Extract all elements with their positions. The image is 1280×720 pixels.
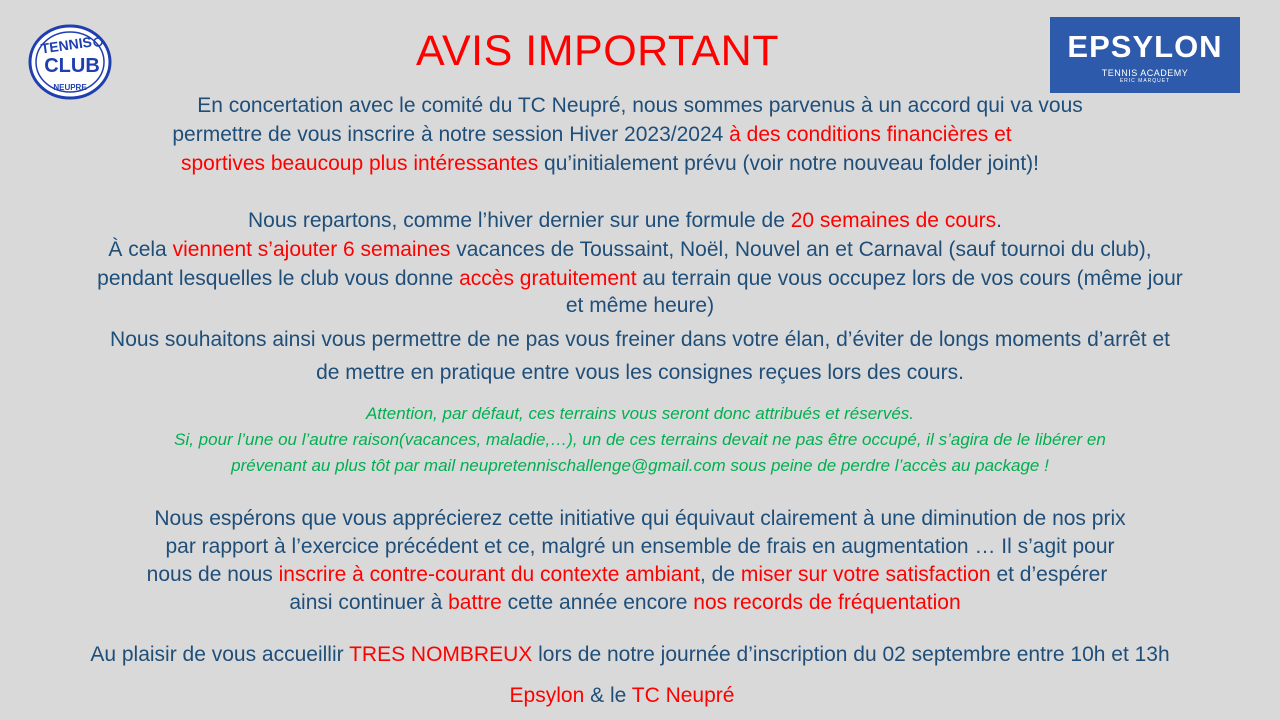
highlight-text: miser sur votre satisfaction (740, 563, 991, 586)
text: prévenant au plus tôt par mail neupretennischallenge@gmail.com sous peine de perdre l’accès au package ! (231, 456, 1049, 475)
paragraph4-line1 (0, 507, 1280, 531)
text: nous de nous (146, 563, 279, 586)
highlight-text: nos records de fréquentation (693, 591, 961, 614)
text: pendant lesquelles le club vous donne (97, 267, 460, 290)
text: et d’espérer (990, 563, 1108, 586)
highlight-text: battre (448, 591, 502, 614)
text: ainsi continuer à (289, 591, 449, 614)
highlight-text: accès gratuitement (459, 267, 637, 290)
highlight-text: TRES NOMBREUX (349, 643, 533, 666)
text: Attention, par défaut, ces terrains vous seront donc attribués et réservés. (365, 404, 915, 423)
text: Nous souhaitons ainsi vous permettre de ne pas vous freiner dans votre élan, d’éviter de longs moments d’arrêt et (110, 328, 1170, 351)
highlight-text: inscrire à contre-courant du contexte ambiant (278, 563, 700, 586)
text: À cela (108, 238, 173, 261)
highlight-text: 20 semaines de cours (790, 209, 997, 232)
text: vacances de Toussaint, Noël, Nouvel an et Carnaval (sauf tournoi du club), (450, 238, 1152, 261)
paragraph4-line2 (0, 535, 1280, 559)
text: de mettre en pratique entre vous les consignes reçues lors des cours. (316, 361, 964, 384)
svg-text:TENNIS: TENNIS (39, 33, 93, 57)
text: par rapport à l’exercice précédent et ce, malgré un ensemble de frais en augmentation … Il s’agit pour (165, 535, 1115, 558)
text: En concertation avec le comité du TC Neupré, nous sommes parvenus à un accord qui va vous (197, 94, 1083, 117)
highlight-text: viennent s’ajouter 6 semaines (172, 238, 451, 261)
paragraph1-line1 (0, 94, 1280, 118)
text: Nous repartons, comme l’hiver dernier sur une formule de (247, 209, 791, 232)
text: . (996, 209, 1003, 232)
text: lors de notre journée d’inscription du 02 septembre entre 10h et 13h (532, 643, 1170, 666)
text: cette année encore (501, 591, 694, 614)
page-title: AVIS IMPORTANT (416, 27, 779, 75)
paragraph2-line1 (0, 209, 1265, 233)
epsylon-tagline: TENNIS ACADEMY (1101, 68, 1189, 78)
signature-line (0, 684, 1262, 708)
epsylon-sub: ERIC MARQUET (1119, 78, 1171, 84)
text: au terrain que vous occupez lors de vos cours (même jour (636, 267, 1183, 290)
paragraph3-line1 (0, 328, 1280, 352)
svg-text:NEUPRE: NEUPRE (53, 83, 87, 92)
paragraph3-line2 (0, 361, 1280, 385)
closing-line (0, 643, 1270, 667)
epsylon-logo (1050, 17, 1240, 93)
signature-tc-neupre: TC Neupré (631, 684, 735, 707)
signature-epsylon: Epsylon (509, 684, 585, 707)
text: et même heure) (565, 294, 715, 317)
paragraph1-line2 (0, 123, 1232, 147)
text: Si, pour l’une ou l’autre raison(vacances, maladie,…), un de ces terrains devait ne pas être occupé, il s’agira de le libérer en (174, 430, 1106, 449)
svg-text:CLUB: CLUB (44, 55, 100, 77)
paragraph2-line3 (0, 267, 1280, 291)
text: , de (699, 563, 741, 586)
text: Nous espérons que vous apprécierez cette initiative qui équivaut clairement à une diminution de nos prix (154, 507, 1126, 530)
highlight-text: sportives beaucoup plus intéressantes (181, 152, 539, 175)
paragraph1-line3 (0, 152, 1250, 176)
text: & le (584, 684, 632, 707)
epsylon-brand: EPSYLON (1067, 29, 1223, 64)
paragraph2-line4 (0, 294, 1280, 318)
text: qu’initialement prévu (voir notre nouveau folder joint)! (538, 152, 1039, 175)
paragraph4-line3 (0, 563, 1267, 587)
notice-line3 (0, 456, 1280, 476)
text: permettre de vous inscrire à notre session Hiver 2023/2024 (172, 123, 730, 146)
paragraph2-line2 (0, 238, 1270, 262)
notice-line1 (0, 404, 1280, 424)
text: Au plaisir de vous accueillir (90, 643, 350, 666)
highlight-text: à des conditions financières et (729, 123, 1012, 146)
notice-line2 (0, 430, 1280, 450)
paragraph4-line4 (0, 591, 1265, 615)
